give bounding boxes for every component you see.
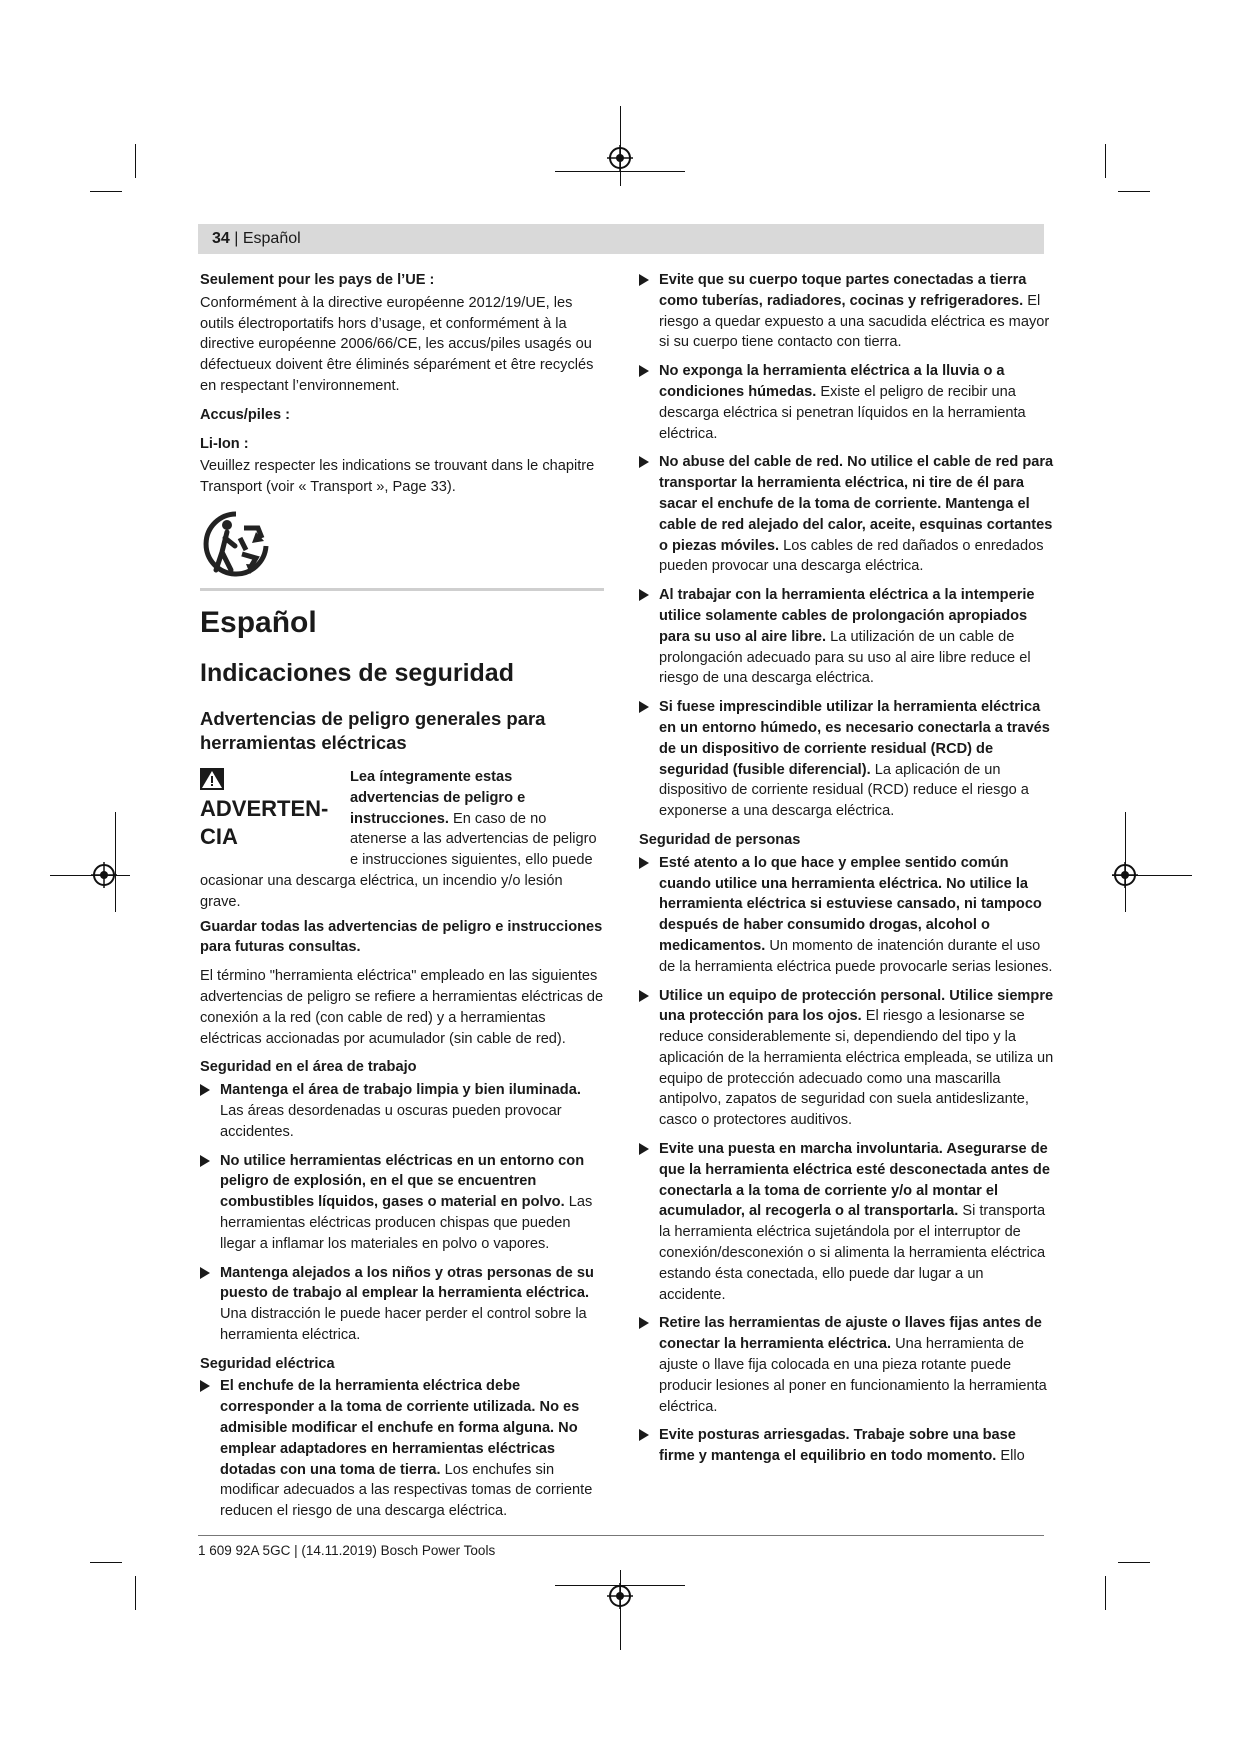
bullet-triangle-icon bbox=[639, 857, 649, 869]
liion-heading: Li-Ion : bbox=[200, 435, 249, 452]
work-area-heading: Seguridad en el área de trabajo bbox=[200, 1059, 417, 1076]
list-item: Evite posturas arriesgadas. Trabaje sobre una base firme y mantenga el equilibrio en todo momento. Ello bbox=[639, 1425, 1054, 1467]
list-item: Evite que su cuerpo toque partes conectadas a tierra como tuberías, radiadores, cocinas y refrigeradores. El riesgo a quedar expuesto a una sacudida eléctrica es mayor si su cuerpo tiene contacto con tierra. bbox=[639, 270, 1054, 353]
registration-mark-icon bbox=[607, 1583, 633, 1609]
list-item: No utilice herramientas eléctricas en un entorno con peligro de explosión, en el que se encuentren combustibles líquidos, gases o material en polvo. Las herramientas eléctricas producen chispas que pueden llegar a inflamar los materiales en polvo o vapores. bbox=[200, 1151, 604, 1255]
registration-line bbox=[555, 171, 685, 172]
bullet-triangle-icon bbox=[639, 589, 649, 601]
header-separator: | bbox=[234, 230, 239, 247]
bullet-triangle-icon bbox=[639, 990, 649, 1002]
bullet-triangle-icon bbox=[639, 365, 649, 377]
recycle-symbol bbox=[200, 508, 604, 580]
list-item: Si fuese imprescindible utilizar la herramienta eléctrica en un entorno húmedo, es necesario conectarla a través de un dispositivo de corriente residual (RCD) de seguridad (fusible diferencial). La aplicación de un dispositivo de corriente residual (RCD) reduce el riesgo a exponerse a una descarga eléctrica. bbox=[639, 697, 1054, 822]
bullet-triangle-icon bbox=[200, 1267, 210, 1279]
list-item: Mantenga alejados a los niños y otras personas de su puesto de trabajo al emplear la herramienta eléctrica. Una distracción le puede hacer perder el control sobre la herramienta eléctrica. bbox=[200, 1263, 604, 1346]
bullet-triangle-icon bbox=[639, 1429, 649, 1441]
list-item: No abuse del cable de red. No utilice el cable de red para transportar la herramienta eléctrica, ni tire de él para sacar el enchufe de la toma de corriente. Mantenga el cable de red alejado del calor, aceite, esquinas cortantes o piezas móviles. Los cables de red dañados o enredados pueden provocar una descarga eléctrica. bbox=[639, 452, 1054, 577]
right-column bbox=[639, 270, 1054, 1475]
page-number: 34 bbox=[212, 230, 230, 247]
left-column bbox=[200, 270, 604, 1530]
bullet-triangle-icon bbox=[639, 1143, 649, 1155]
eu-text: Conformément à la directive européenne 2012/19/UE, les outils électroportatifs hors d’usage, et conformément à la directive européenne 2006/66/CE, les accus/piles usagés ou défectueux doivent être éliminés séparément et être recyclés en respectant l’environnement. bbox=[200, 294, 594, 394]
list-item: Al trabajar con la herramienta eléctrica a la intemperie utilice solamente cables de prolongación apropiados para su uso al aire libre. La utilización de un cable de prolongación adecuado para su uso al aire libre reduce el riesgo de una descarga eléctrica. bbox=[639, 585, 1054, 689]
registration-mark-icon bbox=[607, 145, 633, 171]
page-header bbox=[198, 224, 1044, 254]
page-footer: 1 609 92A 5GC | (14.11.2019) Bosch Power Tools bbox=[198, 1543, 496, 1558]
keep-instructions: Guardar todas las advertencias de peligro e instrucciones para futuras consultas. bbox=[200, 918, 603, 956]
safety-title: Indicaciones de seguridad bbox=[200, 658, 514, 687]
registration-mark-icon bbox=[1112, 862, 1138, 888]
registration-line bbox=[620, 1570, 621, 1650]
list-item: Mantenga el área de trabajo limpia y bien iluminada. Las áreas desordenadas u oscuras pueden provocar accidentes. bbox=[200, 1080, 604, 1142]
crop-mark bbox=[90, 1562, 122, 1563]
list-item: El enchufe de la herramienta eléctrica debe corresponder a la toma de corriente utilizada. No es admisible modificar el enchufe en forma alguna. No emplear adaptadores en herramientas eléctricas dotadas con una toma de tierra. Los enchufes sin modificar adecuados a las respectivas tomas de corriente reducen el riesgo de una descarga eléctrica. bbox=[200, 1376, 604, 1522]
warning-block bbox=[200, 767, 604, 913]
list-item: Retire las herramientas de ajuste o llaves fijas antes de conectar la herramienta eléctrica. Una herramienta de ajuste o llave fija colocada en una pieza rotante puede producir lesiones al poner en funcionamiento la herramienta eléctrica. bbox=[639, 1313, 1054, 1417]
warning-label bbox=[200, 767, 350, 851]
crop-mark bbox=[135, 1576, 136, 1610]
personal-heading: Seguridad de personas bbox=[639, 831, 801, 848]
warning-bold: Lea íntegramente estas advertencias de peligro e instrucciones. bbox=[350, 768, 526, 827]
crop-mark bbox=[1105, 144, 1106, 178]
warning-text: En caso de no atenerse a las advertencias de peligro e instrucciones siguientes, ello puede ocasionar una descarga eléctrica, un incendio y/o lesión grave. bbox=[200, 810, 597, 910]
crop-mark bbox=[135, 144, 136, 178]
eu-heading: Seulement pour les pays de l’UE : bbox=[200, 272, 435, 288]
list-item: Utilice un equipo de protección personal. Utilice siempre una protección para los ojos. El riesgo a lesionarse se reduce considerablemente si, dependiendo del tipo y la aplicación de la herramienta eléctrica empleada, se utiliza un equipo de protección adecuado como una mascarilla antipolvo, zapatos de seguridad con suela antideslizante, casco o protectores auditivos. bbox=[639, 986, 1054, 1132]
recycle-bin-icon bbox=[200, 508, 272, 580]
bullet-triangle-icon bbox=[639, 701, 649, 713]
bullet-triangle-icon bbox=[200, 1380, 210, 1392]
registration-mark-icon bbox=[91, 862, 117, 888]
bullet-triangle-icon bbox=[639, 456, 649, 468]
term-definition: El término "herramienta eléctrica" empleado en las siguientes advertencias de peligro se refiere a herramientas eléctricas de conexión a la red (con cable de red) y a herramientas eléctricas accionadas por acumulador (sin cable de red). bbox=[200, 968, 604, 1047]
footer-divider bbox=[198, 1535, 1044, 1536]
registration-line bbox=[50, 875, 130, 876]
crop-mark bbox=[1118, 191, 1150, 192]
general-warnings-title: Advertencias de peligro generales para herramientas eléctricas bbox=[200, 707, 546, 753]
header-section: Español bbox=[242, 230, 301, 247]
warning-label-text: ADVERTEN-CIA bbox=[200, 795, 329, 849]
liion-text: Veuillez respecter les indications se trouvant dans le chapitre Transport (voir « Transport », Page 33). bbox=[200, 458, 595, 496]
crop-mark bbox=[1105, 1576, 1106, 1610]
crop-mark bbox=[90, 191, 122, 192]
list-item: No exponga la herramienta eléctrica a la lluvia o a condiciones húmedas. Existe el peligro de recibir una descarga eléctrica si penetran líquidos en la herramienta eléctrica. bbox=[639, 361, 1054, 444]
bullet-triangle-icon bbox=[200, 1084, 210, 1096]
bullet-triangle-icon bbox=[639, 274, 649, 286]
list-item: Esté atento a lo que hace y emplee sentido común cuando utilice una herramienta eléctrica. No utilice la herramienta eléctrica si estuviese cansado, ni tampoco después de haber consumido drogas, alcohol o medicamentos. Un momento de inatención durante el uso de la herramienta eléctrica puede provocarle serias lesiones. bbox=[639, 853, 1054, 978]
crop-mark bbox=[1118, 1562, 1150, 1563]
list-item: Evite una puesta en marcha involuntaria. Asegurarse de que la herramienta eléctrica esté desconectada antes de conectarla a la toma de corriente y/o al montar el acumulador, al recogerla o al transportarla. Si transporta la herramienta eléctrica sujetándola por el interruptor de conexión/desconexión o si alimenta la herramienta eléctrica estando ésta conectada, ello puede dar lugar a un accidente. bbox=[639, 1139, 1054, 1305]
section-divider bbox=[200, 588, 604, 591]
bullet-triangle-icon bbox=[639, 1317, 649, 1329]
warning-triangle-icon bbox=[200, 768, 224, 790]
bullet-triangle-icon bbox=[200, 1155, 210, 1167]
electrical-heading: Seguridad eléctrica bbox=[200, 1355, 335, 1372]
accus-heading: Accus/piles : bbox=[200, 406, 291, 423]
language-title: Español bbox=[200, 605, 317, 639]
